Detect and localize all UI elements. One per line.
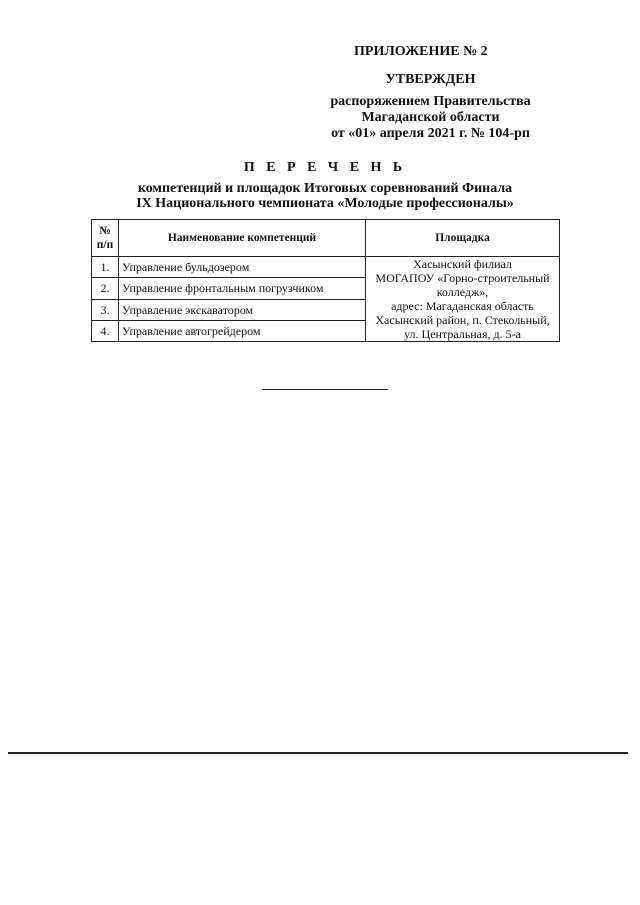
end-of-document-rule (262, 389, 388, 390)
venue-line: Хасынский район, п. Стекольный, (375, 313, 550, 327)
header-venue: Площадка (366, 220, 560, 257)
venue-line: Хасынский филиал (413, 257, 512, 271)
competence-name: Управление бульдозером (119, 257, 366, 278)
table-header-row (92, 220, 560, 257)
row-number: 1. (92, 257, 119, 278)
competence-name: Управление автогрейдером (119, 320, 366, 341)
header-number (92, 220, 119, 257)
decree-line-2: Магаданской области (361, 110, 500, 125)
competence-name: Управление фронтальным погрузчиком (119, 278, 366, 299)
appendix-label: ПРИЛОЖЕНИЕ № 2 (354, 44, 488, 59)
title-word: П Е Р Е Ч Е Н Ь (243, 160, 407, 175)
venue-line: ул. Центральная, д. 5-а (404, 327, 521, 341)
title-line-2: IX Национального чемпионата «Молодые профессионалы» (136, 196, 514, 211)
competencies-table (91, 219, 560, 342)
row-number: 2. (92, 278, 119, 299)
page-footer-divider (8, 752, 628, 754)
header-number-line-2: п/п (96, 239, 114, 251)
row-number: 3. (92, 299, 119, 320)
decree-line-3: от «01» апреля 2021 г. № 104-рп (331, 126, 530, 141)
competence-name: Управление экскаватором (119, 299, 366, 320)
venue-line: колледж», (436, 285, 489, 299)
header-number-line-1: № (99, 225, 111, 237)
venue-line: МОГАПОУ «Горно-строительный (375, 271, 550, 285)
table-row (92, 257, 560, 278)
row-number: 4. (92, 320, 119, 341)
approved-label: УТВЕРЖДЕН (385, 72, 476, 87)
approval-header (318, 44, 543, 142)
document-title (60, 160, 590, 211)
venue-cell (366, 257, 560, 342)
venue-line: адрес: Магаданская область (391, 299, 534, 313)
header-competence-name: Наименование компетенций (119, 220, 366, 257)
title-line-1: компетенций и площадок Итоговых соревнований Финала (137, 181, 513, 196)
decree-line-1: распоряжением Правительства (330, 94, 531, 109)
